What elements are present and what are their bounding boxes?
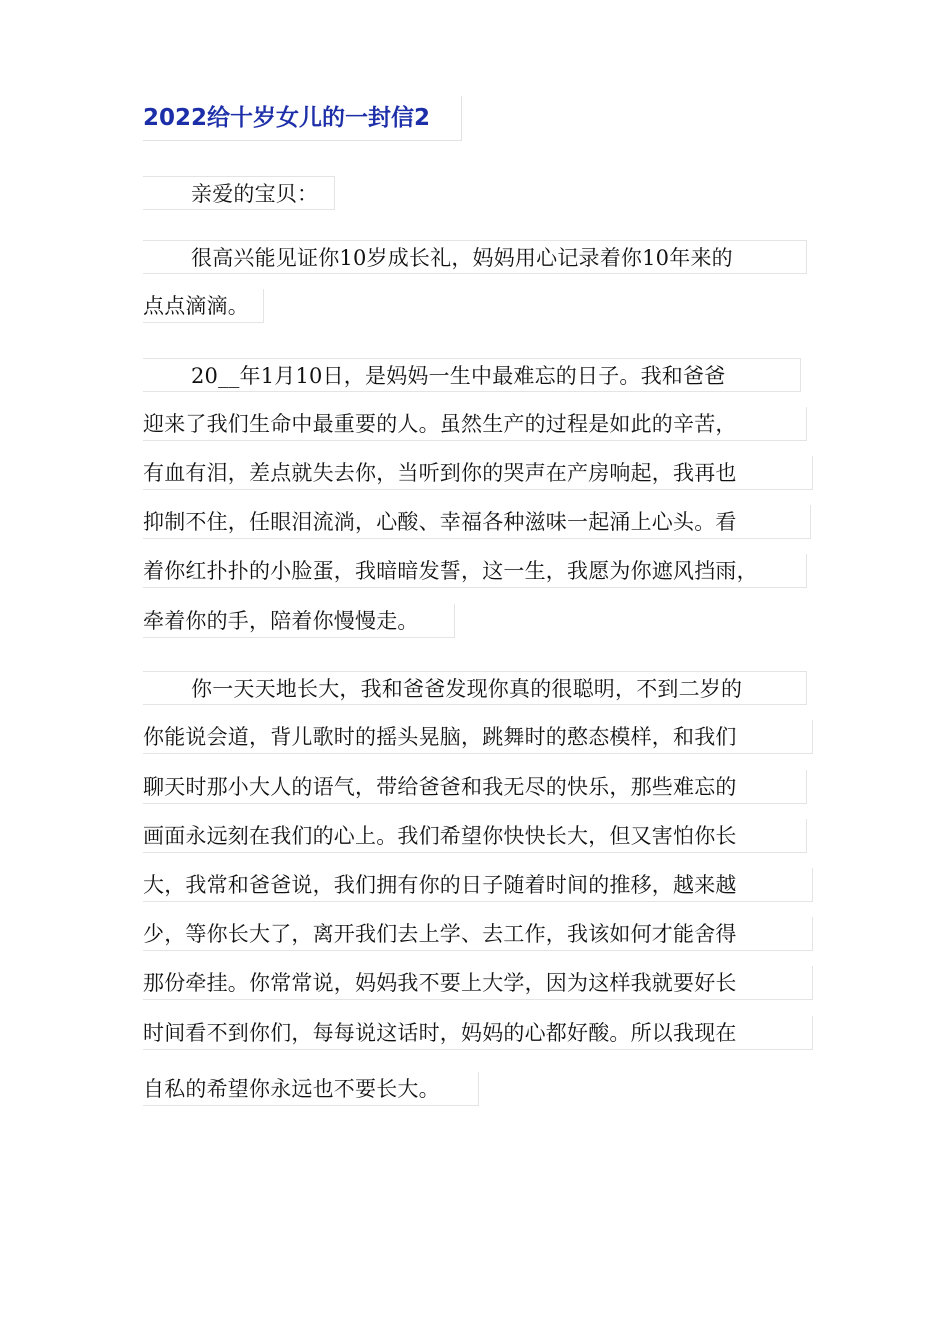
paragraph-3-line-8: 时间看不到你们，每每说这话时，妈妈的心都好酸。所以我现在 bbox=[143, 1016, 813, 1050]
paragraph-1-line-1: 很高兴能见证你10岁成长礼，妈妈用心记录着你10年来的 bbox=[143, 240, 807, 274]
paragraph-3-line-4: 画面永远刻在我们的心上。我们希望你快快长大，但又害怕你长 bbox=[143, 819, 807, 853]
paragraph-3-line-5: 大，我常和爸爸说，我们拥有你的日子随着时间的推移，越来越 bbox=[143, 868, 813, 902]
paragraph-3-line-2: 你能说会道，背儿歌时的摇头晃脑，跳舞时的憨态模样，和我们 bbox=[143, 720, 813, 754]
paragraph-3-line-1: 你一天天地长大，我和爸爸发现你真的很聪明，不到二岁的 bbox=[143, 671, 807, 705]
paragraph-3-line-9: 自私的希望你永远也不要长大。 bbox=[143, 1072, 479, 1106]
paragraph-1-line-2: 点点滴滴。 bbox=[143, 289, 264, 323]
paragraph-2-line-6: 牵着你的手，陪着你慢慢走。 bbox=[143, 604, 455, 638]
paragraph-2-line-3: 有血有泪，差点就失去你，当听到你的哭声在产房响起，我再也 bbox=[143, 456, 813, 490]
paragraph-2-line-2: 迎来了我们生命中最重要的人。虽然生产的过程是如此的辛苦， bbox=[143, 407, 807, 441]
paragraph-3-line-7: 那份牵挂。你常常说，妈妈我不要上大学，因为这样我就要好长 bbox=[143, 966, 813, 1000]
document-title: 2022给十岁女儿的一封信2 bbox=[143, 96, 462, 141]
paragraph-2-line-4: 抑制不住，任眼泪流淌，心酸、幸福各种滋味一起涌上心头。看 bbox=[143, 505, 811, 539]
paragraph-3-line-6: 少，等你长大了，离开我们去上学、去工作，我该如何才能舍得 bbox=[143, 917, 813, 951]
paragraph-2-line-5: 着你红扑扑的小脸蛋，我暗暗发誓，这一生，我愿为你遮风挡雨， bbox=[143, 554, 807, 588]
salutation: 亲爱的宝贝： bbox=[143, 176, 335, 210]
paragraph-2-line-1: 20__年1月10日，是妈妈一生中最难忘的日子。我和爸爸 bbox=[143, 358, 801, 392]
paragraph-3-line-3: 聊天时那小大人的语气，带给爸爸和我无尽的快乐，那些难忘的 bbox=[143, 770, 807, 804]
